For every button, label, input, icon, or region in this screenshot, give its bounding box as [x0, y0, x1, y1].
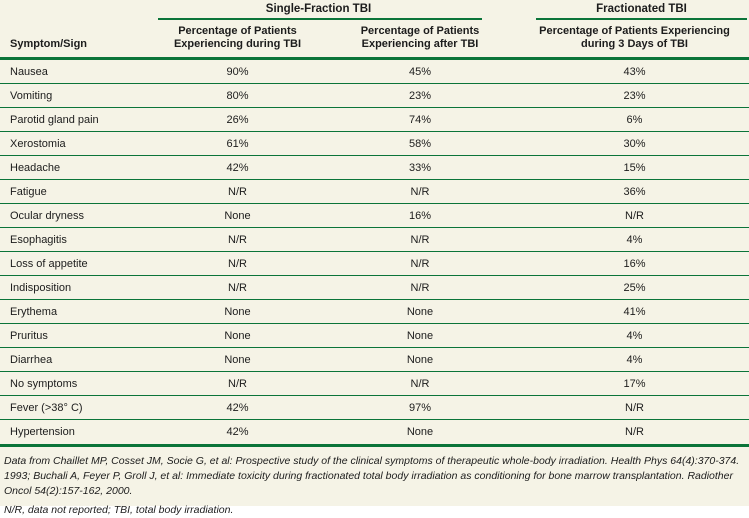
value-cell: 45% — [408, 65, 432, 78]
group-header-row — [0, 0, 749, 20]
symptom-cell: Hypertension — [10, 426, 75, 438]
value-cell: 36% — [623, 185, 646, 198]
source-footnote: Data from Chaillet MP, Cosset JM, Socie G, et al: Prospective study of the clinical symptoms of therapeutic whole-body irradiation. Health Phys 64(4):370-374. 1993; Buchali A, Feyer P, Groll J, et al: Immediate toxicity during fractionated total body irradiation as conditioning for bone marrow transplantation. Radiother Oncol 54(2):157-162, 2000. — [4, 455, 740, 497]
column-header-during-tbi: Percentage of Patients Experiencing during TBI — [173, 25, 302, 50]
table-row — [0, 180, 749, 204]
value-cell: 97% — [408, 401, 432, 414]
value-cell: None — [406, 426, 434, 438]
value-cell: None — [224, 353, 251, 366]
table-row — [0, 396, 749, 420]
value-cell: 58% — [408, 137, 432, 150]
symptom-cell: Indisposition — [10, 281, 72, 294]
symptom-cell: Vomiting — [10, 89, 53, 102]
value-cell: 80% — [226, 89, 249, 102]
table-row — [0, 204, 749, 228]
table-body — [0, 60, 749, 444]
symptom-cell: Headache — [10, 161, 61, 174]
value-cell: None — [406, 329, 434, 342]
value-cell: N/R — [410, 257, 430, 270]
value-cell: 15% — [623, 161, 646, 174]
value-cell: N/R — [625, 426, 644, 438]
table-row — [0, 84, 749, 108]
value-cell: 16% — [623, 257, 646, 270]
value-cell: N/R — [410, 233, 430, 246]
column-header-after-tbi: Percentage of Patients Experiencing after TBI — [360, 25, 480, 50]
symptom-cell: Fever (>38° C) — [10, 401, 83, 414]
value-cell: None — [406, 353, 434, 366]
value-cell: N/R — [228, 233, 247, 246]
value-cell: 42% — [226, 426, 249, 438]
table-row — [0, 108, 749, 132]
symptom-cell: Nausea — [10, 65, 48, 78]
value-cell: N/R — [228, 281, 247, 294]
value-cell: 42% — [226, 401, 249, 414]
column-header-symptom: Symptom/Sign — [10, 38, 88, 50]
symptom-cell: Ocular dryness — [10, 209, 84, 222]
value-cell: 16% — [408, 209, 432, 222]
value-cell: 74% — [408, 113, 432, 126]
column-header-fractionated-3days: Percentage of Patients Experiencing during 3 Days of TBI — [539, 25, 730, 50]
value-cell: 4% — [626, 329, 643, 342]
group-header-fractionated — [520, 0, 749, 20]
symptom-cell: Pruritus — [10, 329, 48, 342]
table-row — [0, 252, 749, 276]
value-cell: 33% — [408, 161, 432, 174]
group-header-label: Single-Fraction TBI — [265, 3, 372, 15]
value-cell: 25% — [623, 281, 646, 294]
abbreviations-footnote: N/R, data not reported; TBI, total body irradiation. — [4, 504, 234, 516]
table-row — [0, 372, 749, 396]
value-cell: 61% — [226, 137, 249, 150]
table-row — [0, 132, 749, 156]
symptom-cell: Xerostomia — [10, 137, 66, 150]
value-cell: 23% — [408, 89, 432, 102]
value-cell: 42% — [226, 161, 249, 174]
table-row — [0, 60, 749, 84]
table-row — [0, 348, 749, 372]
value-cell: 41% — [623, 305, 646, 318]
table-row — [0, 156, 749, 180]
value-cell: N/R — [625, 401, 644, 414]
symptom-cell: Diarrhea — [10, 353, 53, 366]
table-row — [0, 324, 749, 348]
column-header-row — [0, 20, 749, 57]
symptom-cell: Esophagitis — [10, 233, 67, 246]
value-cell: 17% — [623, 377, 646, 390]
value-cell: N/R — [228, 257, 247, 270]
value-cell: None — [224, 305, 251, 318]
value-cell: None — [406, 305, 434, 318]
table-row — [0, 276, 749, 300]
value-cell: N/R — [410, 185, 430, 198]
value-cell: N/R — [228, 185, 247, 198]
symptom-cell: Loss of appetite — [10, 257, 88, 270]
symptom-cell: Erythema — [10, 305, 58, 318]
value-cell: None — [224, 209, 251, 222]
footnotes — [0, 447, 749, 518]
value-cell: 43% — [623, 65, 646, 78]
value-cell: N/R — [625, 209, 644, 222]
symptom-cell: No symptoms — [10, 377, 78, 390]
group-header-label: Fractionated TBI — [596, 3, 687, 15]
value-cell: N/R — [228, 377, 247, 390]
group-header-single-fraction — [155, 0, 520, 20]
value-cell: N/R — [410, 281, 430, 294]
value-cell: 26% — [226, 113, 249, 126]
value-cell: 30% — [623, 137, 646, 150]
value-cell: 23% — [623, 89, 646, 102]
value-cell: N/R — [410, 377, 430, 390]
value-cell: None — [224, 329, 251, 342]
value-cell: 4% — [626, 353, 643, 366]
value-cell: 4% — [626, 233, 643, 246]
table-row — [0, 420, 749, 444]
table-row — [0, 228, 749, 252]
symptom-cell: Parotid gland pain — [10, 113, 99, 126]
value-cell: 90% — [226, 65, 249, 78]
value-cell: 6% — [626, 113, 643, 126]
symptom-cell: Fatigue — [10, 185, 47, 198]
table-row — [0, 300, 749, 324]
